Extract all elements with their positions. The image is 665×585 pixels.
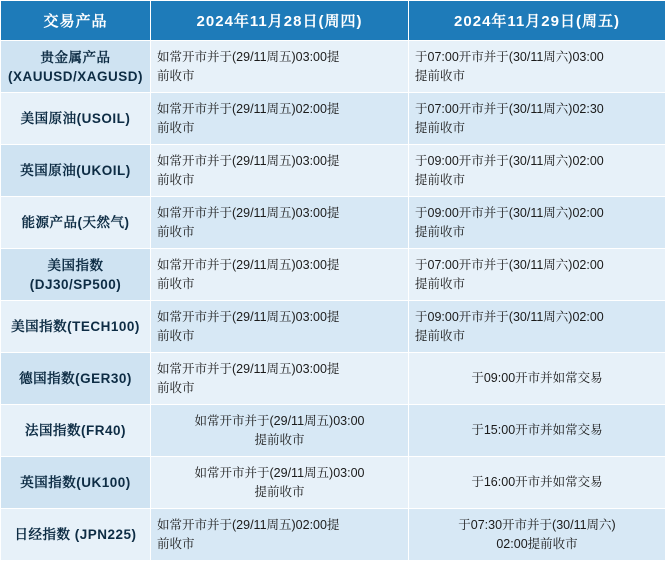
product-name-line1: 能源产品(天然气) — [21, 215, 130, 230]
product-name-cell — [1, 301, 151, 353]
thursday-note-cell-line2: 提前收市 — [254, 432, 305, 447]
column-header-thursday: 2024年11月28日(周四) — [151, 1, 409, 41]
product-name-cell — [1, 457, 151, 509]
table-row — [1, 353, 665, 405]
friday-note-cell-line2: 提前收市 — [415, 172, 466, 187]
thursday-note-cell-line1: 如常开市并于(29/11周五)03:00提 — [157, 153, 340, 168]
thursday-note-cell-line1: 如常开市并于(29/11周五)03:00提 — [157, 49, 340, 64]
table-row — [1, 301, 665, 353]
thursday-note-cell-line2: 前收市 — [157, 172, 195, 187]
thursday-note-cell-line2: 前收市 — [157, 328, 195, 343]
product-name-cell — [1, 145, 151, 197]
thursday-note-cell-line1: 如常开市并于(29/11周五)03:00提 — [157, 205, 340, 220]
thursday-note-cell — [151, 93, 409, 145]
thursday-note-cell — [151, 249, 409, 301]
friday-note-cell-line1: 于07:30开市并于(30/11周六) — [458, 517, 616, 532]
table-row — [1, 145, 665, 197]
product-name-line1: 英国指数(UK100) — [20, 475, 131, 490]
table-row — [1, 405, 665, 457]
friday-note-cell — [409, 249, 665, 301]
product-name-cell — [1, 509, 151, 561]
thursday-note-cell-line1: 如常开市并于(29/11周五)02:00提 — [157, 517, 340, 532]
column-header-product: 交易产品 — [1, 1, 151, 41]
product-name-cell — [1, 249, 151, 301]
thursday-note-cell — [151, 353, 409, 405]
product-name-cell — [1, 93, 151, 145]
thursday-note-cell-line1: 如常开市并于(29/11周五)03:00 — [194, 413, 365, 428]
friday-note-cell-line2: 提前收市 — [415, 276, 466, 291]
friday-note-cell-line1: 于09:00开市并于(30/11周六)02:00 — [415, 153, 604, 168]
column-header-friday: 2024年11月29日(周五) — [409, 1, 665, 41]
table-row — [1, 509, 665, 561]
product-name-cell — [1, 41, 151, 93]
table-row — [1, 197, 665, 249]
friday-note-cell-line2: 提前收市 — [415, 68, 466, 83]
friday-note-cell-line2: 提前收市 — [415, 120, 466, 135]
product-name-line1: 美国指数 — [47, 257, 104, 273]
friday-note-cell — [409, 353, 665, 405]
thursday-note-cell — [151, 301, 409, 353]
friday-note-cell-line2: 提前收市 — [415, 328, 466, 343]
friday-note-cell-line1: 于09:00开市并于(30/11周六)02:00 — [415, 205, 604, 220]
table-row — [1, 41, 665, 93]
friday-note-cell — [409, 41, 665, 93]
product-name-line1: 日经指数 (JPN225) — [14, 527, 137, 542]
product-name-line1: 法国指数(FR40) — [24, 423, 126, 438]
thursday-note-cell — [151, 145, 409, 197]
friday-note-cell — [409, 145, 665, 197]
table-row — [1, 249, 665, 301]
friday-note-cell-line1: 于09:00开市并如常交易 — [471, 371, 603, 385]
friday-note-cell-line2: 提前收市 — [415, 224, 466, 239]
thursday-note-cell-line2: 前收市 — [157, 536, 195, 551]
thursday-note-cell — [151, 41, 409, 93]
product-name-line1: 美国原油(USOIL) — [20, 111, 131, 126]
thursday-note-cell-line1: 如常开市并于(29/11周五)03:00提 — [157, 361, 340, 376]
product-name-line1: 美国指数 — [11, 319, 68, 334]
friday-note-cell-line1: 于07:00开市并于(30/11周六)03:00 — [415, 49, 604, 64]
product-name-line2: (GER30) — [75, 371, 132, 386]
thursday-note-cell — [151, 457, 409, 509]
thursday-note-cell-line2: 前收市 — [157, 224, 195, 239]
table-row — [1, 457, 665, 509]
product-name-line2: (XAUUSD/XAGUSD) — [7, 68, 143, 84]
table-header-row — [1, 1, 665, 41]
thursday-note-cell-line2: 提前收市 — [254, 484, 305, 499]
friday-note-cell — [409, 197, 665, 249]
thursday-note-cell-line1: 如常开市并于(29/11周五)02:00提 — [157, 101, 340, 116]
friday-note-cell-line1: 于09:00开市并于(30/11周六)02:00 — [415, 309, 604, 324]
product-name-line2: (TECH100) — [67, 319, 140, 334]
friday-note-cell-line1: 于15:00开市并如常交易 — [471, 423, 603, 437]
product-name-line2: (DJ30/SP500) — [29, 276, 122, 292]
thursday-note-cell — [151, 405, 409, 457]
friday-note-cell — [409, 509, 665, 561]
table-row — [1, 93, 665, 145]
product-name-line1: 德国指数 — [19, 371, 76, 386]
friday-note-cell — [409, 93, 665, 145]
thursday-note-cell-line2: 前收市 — [157, 68, 195, 83]
product-name-cell — [1, 405, 151, 457]
product-name-line1: 贵金属产品 — [40, 49, 111, 65]
thursday-note-cell — [151, 509, 409, 561]
table-body — [1, 41, 665, 561]
product-name-cell — [1, 197, 151, 249]
thursday-note-cell — [151, 197, 409, 249]
thursday-note-cell-line1: 如常开市并于(29/11周五)03:00提 — [157, 257, 340, 272]
thursday-note-cell-line2: 前收市 — [157, 380, 195, 395]
thursday-note-cell-line2: 前收市 — [157, 120, 195, 135]
thursday-note-cell-line1: 如常开市并于(29/11周五)03:00提 — [157, 309, 340, 324]
thursday-note-cell-line1: 如常开市并于(29/11周五)03:00 — [194, 465, 365, 480]
friday-note-cell — [409, 301, 665, 353]
product-name-line1: 英国原油(UKOIL) — [20, 163, 131, 178]
thursday-note-cell-line2: 前收市 — [157, 276, 195, 291]
friday-note-cell — [409, 457, 665, 509]
friday-note-cell — [409, 405, 665, 457]
friday-note-cell-line1: 于07:00开市并于(30/11周六)02:30 — [415, 101, 604, 116]
product-name-cell — [1, 353, 151, 405]
friday-note-cell-line1: 于16:00开市并如常交易 — [471, 475, 603, 489]
friday-note-cell-line1: 于07:00开市并于(30/11周六)02:00 — [415, 257, 604, 272]
friday-note-cell-line2: 02:00提前收市 — [496, 536, 578, 551]
